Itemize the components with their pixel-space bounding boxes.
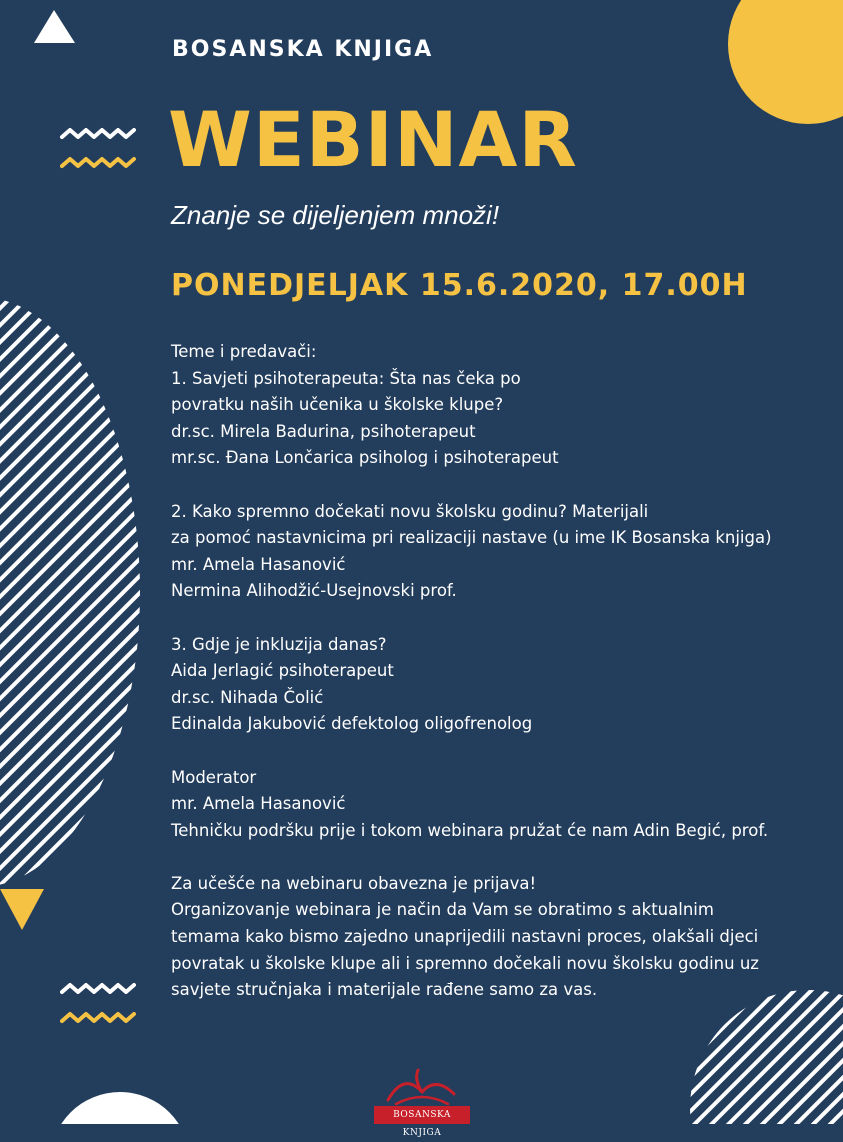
body-line: dr.sc. Mirela Badurina, psihoterapeut [171,421,476,441]
body-line: Aida Jerlagić psihoterapeut [171,661,394,681]
body-line: za pomoć nastavnicima pri realizaciji nastave (u ime IK Bosanska knjiga) [171,528,772,548]
logo-label: BOSANSKA KNJIGA [374,1106,470,1124]
body-line: dr.sc. Nihada Čolić [171,687,324,707]
zigzag-bottom-icon [62,985,134,1021]
body-line: savjete stručnjaka i materijale rađene samo za vas. [171,980,598,1000]
body-line: Teme i predavači: [171,342,317,361]
body-line: 3. Gdje je inkluzija danas? [171,634,387,654]
event-date: PONEDJELJAK 15.6.2020, 17.00H [171,268,748,303]
brand-name: BOSANSKA KNJIGA [172,37,434,62]
body-line: mr. Amela Hasanović [171,554,346,574]
body-line: 2. Kako spremno dočekati novu školsku godinu? Materijali [171,501,649,521]
yellow-circle-icon [728,0,843,124]
publisher-logo [374,1060,470,1138]
body-line [171,738,811,765]
body-line: mr.sc. Đana Lončarica psiholog i psihoterapeut [171,448,559,468]
body-line: Nermina Alihodžić-Usejnovski prof. [171,581,457,601]
book-icon [374,1060,470,1108]
body-line: povratku naših učenika u školske klupe? [171,395,504,415]
body-line: Edinalda Jakubović defektolog oligofrenolog [171,714,533,734]
body-line: povratak u školske klupe ali i spremno dočekali novu školsku godinu uz [171,953,759,973]
body-line [171,472,811,499]
body-line: 1. Savjeti psihoterapeuta: Šta nas čeka po [171,368,521,388]
page-title: WEBINAR [168,95,578,184]
body-line: temama kako bismo zajedno unaprijedili nastavni proces, olakšali djeci [171,927,759,947]
tagline: Znanje se dijeljenjem množi! [171,200,500,230]
body-line: Organizovanje webinara je način da Vam se obratimo s aktualnim [171,900,714,920]
zigzag-top-icon [62,130,134,166]
white-circle-icon [50,1092,190,1142]
body-line: mr. Amela Hasanović [171,794,346,814]
body-line: Za učešće na webinaru obavezna je prijava! [171,873,537,893]
striped-circle-icon [690,990,843,1142]
body-line: Moderator [171,767,257,787]
triangle-up-icon [34,10,75,43]
striped-semicircle-icon [0,297,140,887]
body-line: Tehničku podršku prije i tokom webinara pružat će nam Adin Begić, prof. [171,820,769,840]
triangle-down-icon [0,889,44,930]
body-line [171,844,811,871]
event-details [171,339,811,1004]
body-line [171,605,811,632]
